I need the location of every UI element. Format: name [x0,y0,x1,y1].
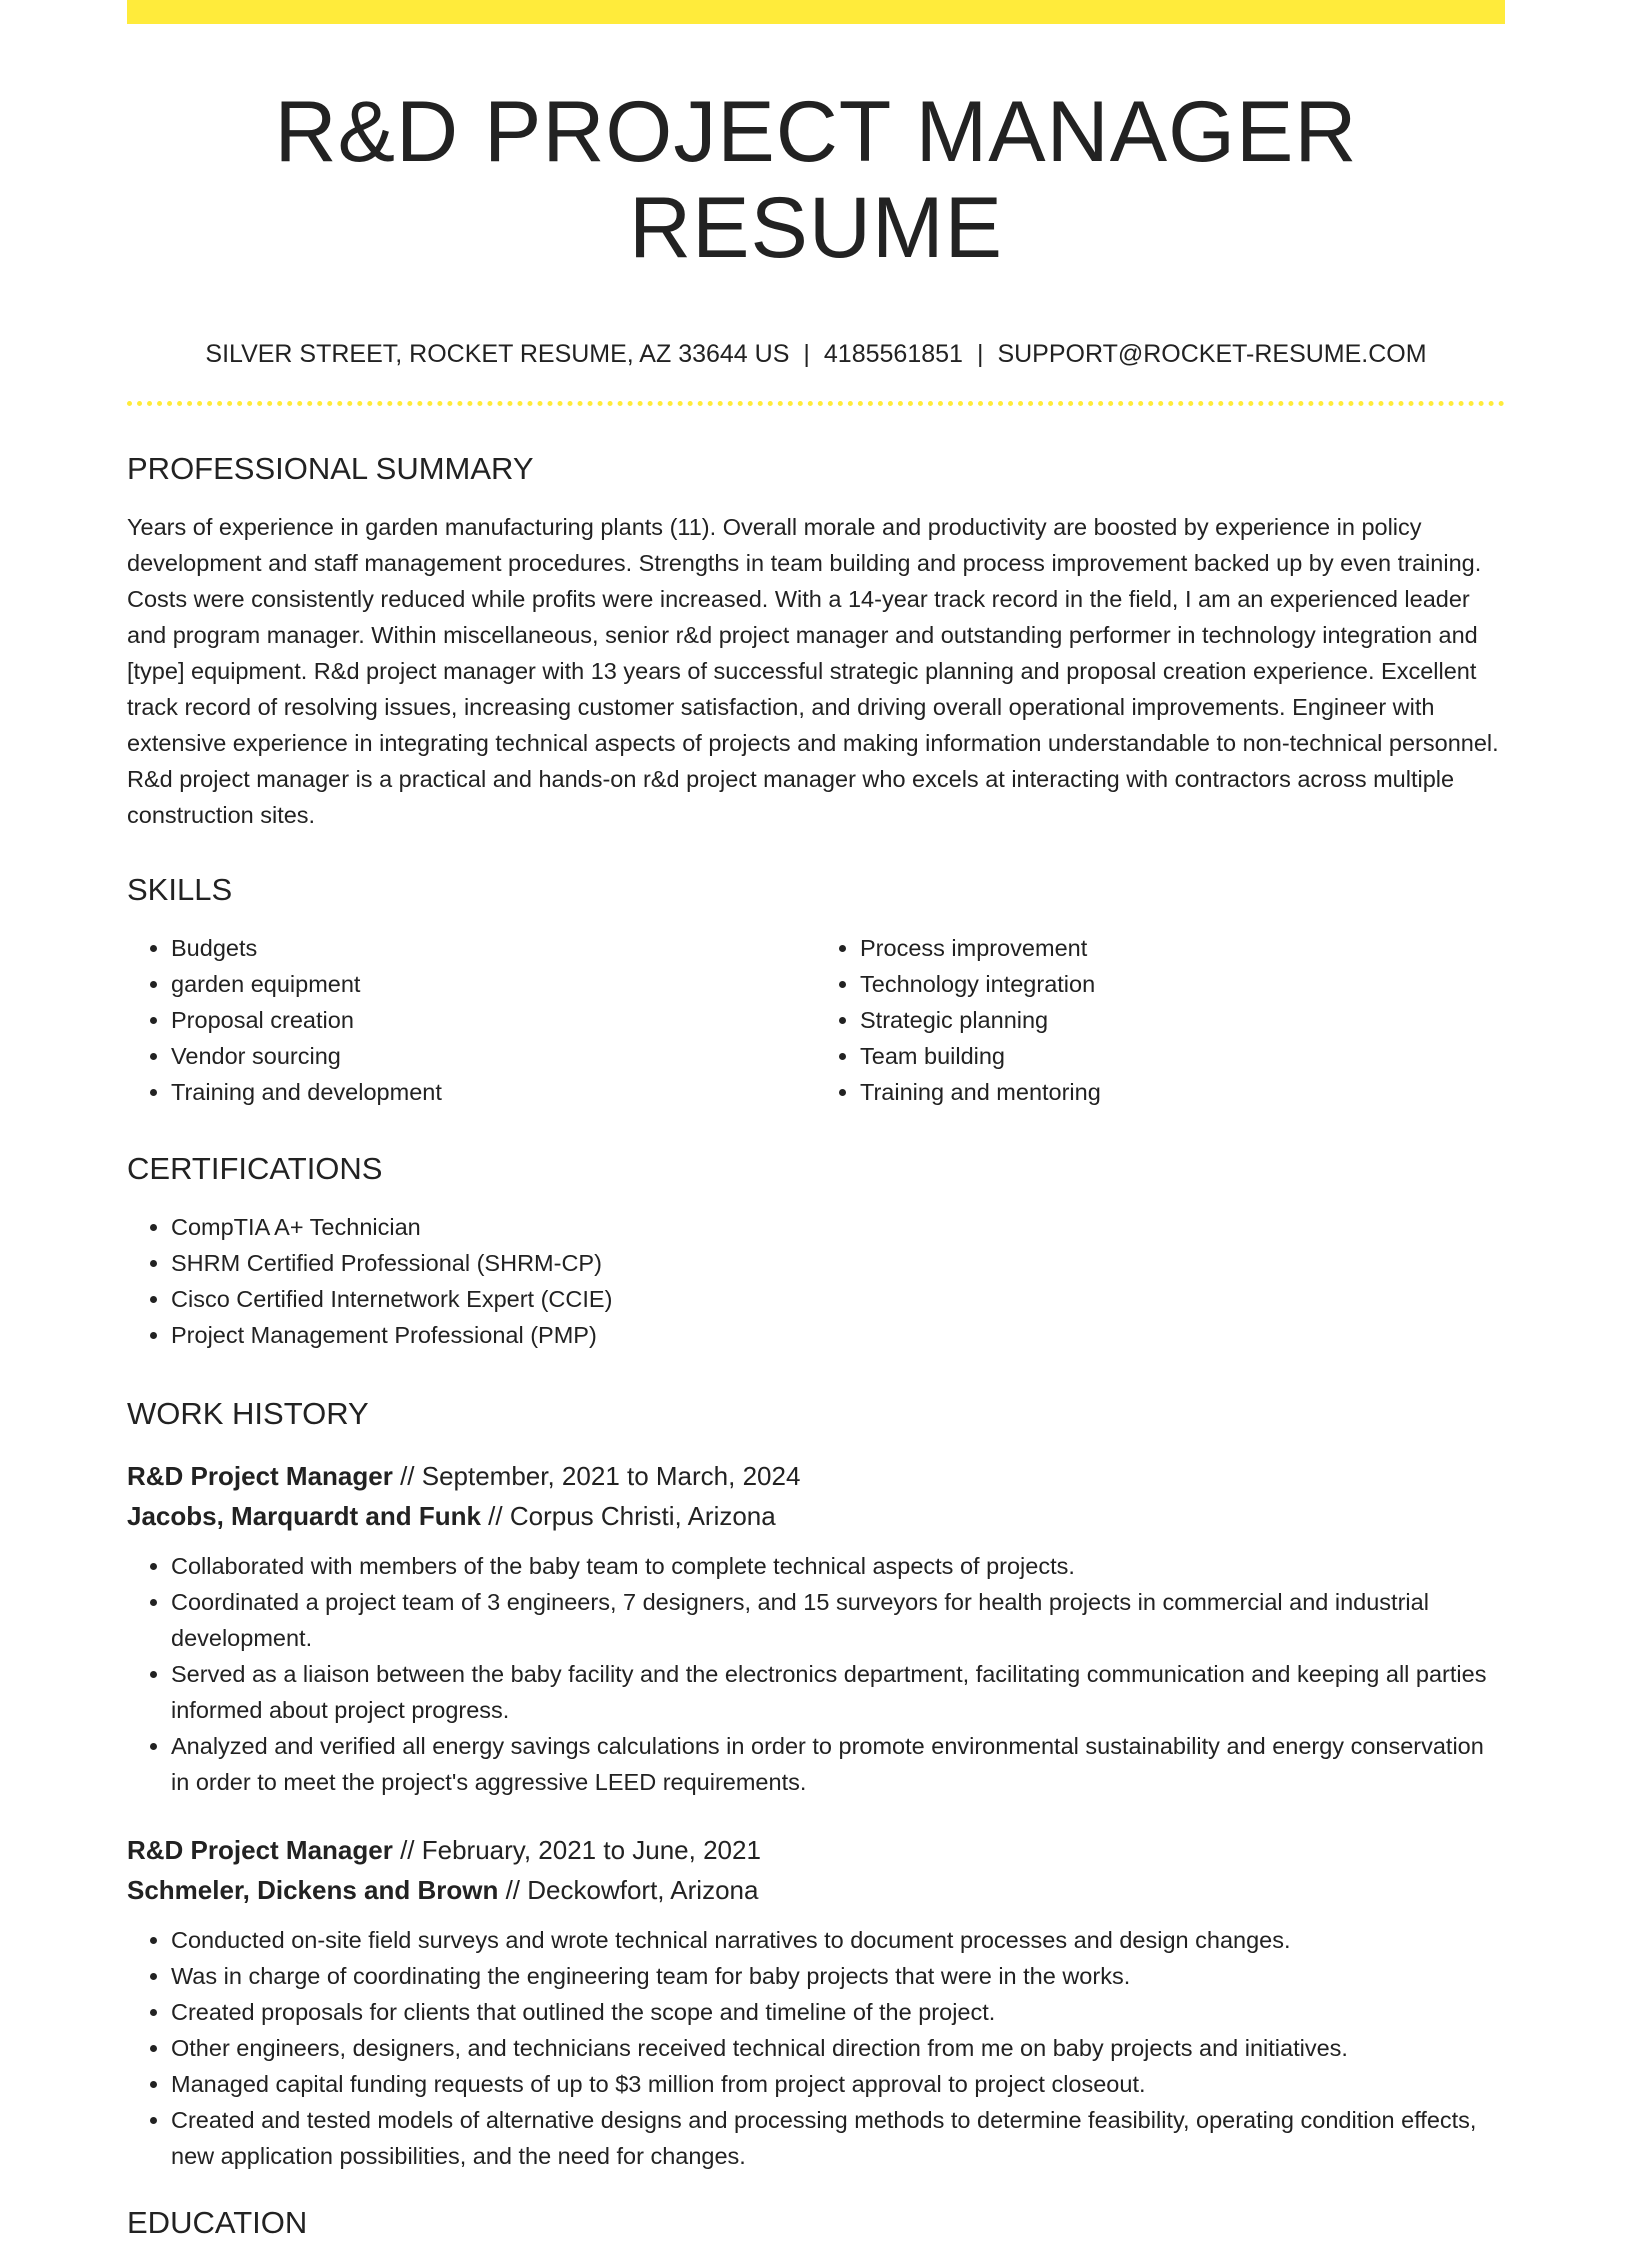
certification-item: • SHRM Certified Professional (SHRM-CP) [171,1245,1505,1281]
contact-email[interactable]: SUPPORT@ROCKET-RESUME.COM [997,339,1427,368]
job-entry [127,1456,1505,1800]
skills-list-right [816,930,1505,1110]
job-bullet: • Created proposals for clients that outlined the scope and timeline of the project. [171,1994,1505,2030]
job-company-line [127,1496,1505,1536]
job-location: // Corpus Christi, Arizona [480,1501,776,1532]
skills-grid [127,930,1505,1110]
job-title-line [127,1456,1505,1496]
skill-item: • Proposal creation [171,1002,816,1038]
job-bullet: • Analyzed and verified all energy savings calculations in order to promote environmental sustainability and energy conservation in order to meet the project's aggressive LEED requirements. [171,1728,1505,1800]
job-bullet: • Created and tested models of alternative designs and processing methods to determine feasibility, operating condition effects, new application possibilities, and the need for changes. [171,2102,1505,2174]
contact-line [127,339,1505,369]
skill-item: • Training and development [171,1074,816,1110]
job-bullets [127,1922,1505,2174]
contact-separator: | [803,339,810,368]
skill-item: • Team building [860,1038,1505,1074]
job-company-line [127,1870,1505,1910]
skill-item: • Strategic planning [860,1002,1505,1038]
skills-list-left [127,930,816,1110]
skill-item: • garden equipment [171,966,816,1002]
contact-address: SILVER STREET, ROCKET RESUME, AZ 33644 US [205,339,790,368]
job-bullet: • Conducted on-site field surveys and wrote technical narratives to document processes and design changes. [171,1922,1505,1958]
job-title: R&D Project Manager [127,1461,393,1492]
skill-item: • Budgets [171,930,816,966]
resume-title: R&D PROJECT MANAGER RESUME [274,84,1358,277]
contact-separator: | [976,339,984,368]
job-dates: // February, 2021 to June, 2021 [392,1835,761,1866]
job-bullet: • Collaborated with members of the baby team to complete technical aspects of projects. [171,1548,1505,1584]
job-dates: // September, 2021 to March, 2024 [392,1461,801,1492]
top-accent-bar [127,0,1505,24]
certification-item: • Cisco Certified Internetwork Expert (CCIE) [171,1281,1505,1317]
certification-item: • CompTIA A+ Technician [171,1209,1505,1245]
job-location: // Deckowfort, Arizona [498,1875,759,1906]
summary-text: Years of experience in garden manufacturing plants (11). Overall morale and productivity are boosted by experience in policy development and staff management procedures. Strengths in team building and process improvement backed up by even training. Costs were consistently reduced while profits were increased. With a 14-year track record in the field, I am an experienced leader and program manager. Within miscellaneous, senior r&d project manager and outstanding performer in technology integration and [type] equipment. R&d project manager with 13 years of successful strategic planning and proposal creation experience. Excellent track record of resolving issues, increasing customer satisfaction, and driving overall operational improvements. Engineer with extensive experience in integrating technical aspects of projects and making information understandable to non-technical personnel. R&d project manager is a practical and hands-on r&d project manager who excels at interacting with contractors across multiple construction sites. [127,513,1499,828]
job-entry [127,1830,1505,2174]
summary-heading: PROFESSIONAL SUMMARY [127,450,534,486]
job-title: R&D Project Manager [127,1835,393,1866]
dotted-divider [127,401,1505,406]
job-company: Jacobs, Marquardt and Funk [127,1501,481,1532]
job-title-line [127,1830,1505,1870]
job-bullets [127,1548,1505,1800]
job-bullet: • Was in charge of coordinating the engineering team for baby projects that were in the works. [171,1958,1505,1994]
skill-item: • Process improvement [860,930,1505,966]
job-bullet: • Other engineers, designers, and technicians received technical direction from me on baby projects and initiatives. [171,2030,1505,2066]
skill-item: • Training and mentoring [860,1074,1505,1110]
work-history-heading: WORK HISTORY [127,1396,369,1432]
skill-item: • Vendor sourcing [171,1038,816,1074]
skill-item: • Technology integration [860,966,1505,1002]
job-bullet: • Served as a liaison between the baby facility and the electronics department, facilitating communication and keeping all parties informed about project progress. [171,1656,1505,1728]
job-company: Schmeler, Dickens and Brown [127,1875,499,1906]
certification-item: • Project Management Professional (PMP) [171,1317,1505,1353]
skills-heading: SKILLS [127,871,233,907]
resume-page [127,0,1505,2242]
job-bullet: • Coordinated a project team of 3 engineers, 7 designers, and 15 surveyors for health projects in commercial and industrial development. [171,1584,1505,1656]
job-bullet: • Managed capital funding requests of up to $3 million from project approval to project closeout. [171,2066,1505,2102]
certifications-list [127,1209,1505,1353]
contact-phone[interactable]: 4185561851 [823,339,963,368]
education-heading: EDUCATION [127,2205,308,2241]
certifications-heading: CERTIFICATIONS [127,1151,383,1186]
